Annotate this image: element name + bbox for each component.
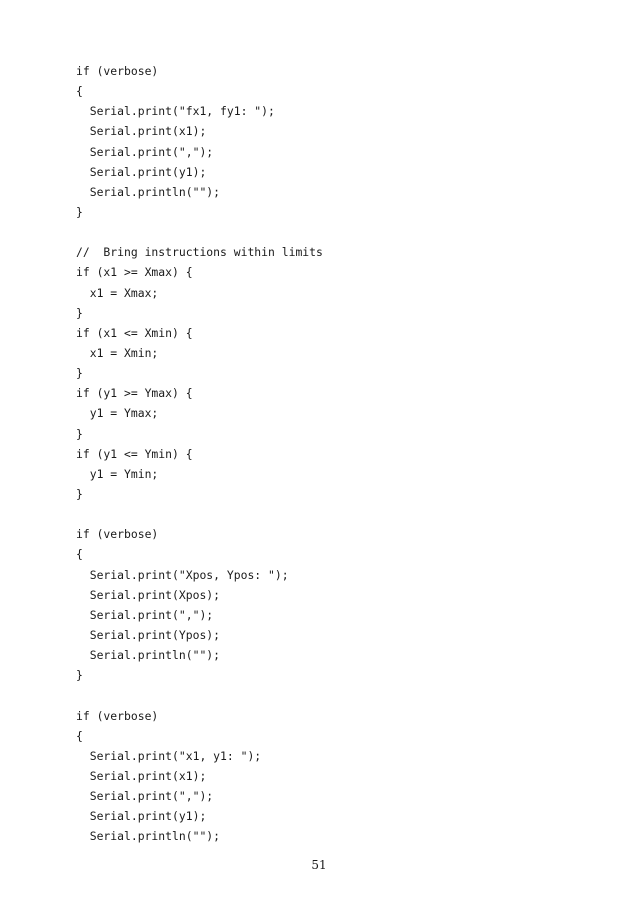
code-line: if (verbose) bbox=[76, 708, 159, 723]
code-line: if (x1 <= Xmin) { bbox=[76, 325, 193, 340]
code-line: if (y1 <= Ymin) { bbox=[76, 446, 193, 461]
code-line: x1 = Xmax; bbox=[76, 285, 159, 300]
code-listing bbox=[76, 61, 323, 846]
code-line: Serial.print(y1); bbox=[76, 164, 207, 179]
code-line: Serial.print(y1); bbox=[76, 809, 207, 824]
code-line bbox=[76, 504, 323, 524]
code-line: Serial.print(Ypos); bbox=[76, 627, 221, 642]
code-line: Serial.print(Xpos); bbox=[76, 587, 221, 602]
code-line: } bbox=[76, 486, 83, 501]
code-line: Serial.print(x1); bbox=[76, 768, 207, 783]
code-line: } bbox=[76, 668, 83, 683]
code-line: } bbox=[76, 204, 83, 219]
code-line: { bbox=[76, 84, 83, 99]
code-line: if (x1 >= Xmax) { bbox=[76, 265, 193, 280]
code-line: if (y1 >= Ymax) { bbox=[76, 386, 193, 401]
code-line: } bbox=[76, 305, 83, 320]
code-line: Serial.print("Xpos, Ypos: "); bbox=[76, 567, 289, 582]
code-line: y1 = Ymin; bbox=[76, 466, 159, 481]
code-line: { bbox=[76, 728, 83, 743]
code-line bbox=[76, 685, 323, 705]
code-line: Serial.print(","); bbox=[76, 607, 214, 622]
code-line: Serial.print(","); bbox=[76, 144, 214, 159]
code-line: x1 = Xmin; bbox=[76, 345, 159, 360]
code-line: } bbox=[76, 366, 83, 381]
code-line: y1 = Ymax; bbox=[76, 406, 159, 421]
code-line: Serial.println(""); bbox=[76, 648, 221, 663]
code-line: Serial.print(","); bbox=[76, 789, 214, 804]
code-line: // Bring instructions within limits bbox=[76, 245, 323, 260]
code-line: Serial.println(""); bbox=[76, 829, 221, 844]
code-line: Serial.print("x1, y1: "); bbox=[76, 748, 262, 763]
code-line: { bbox=[76, 547, 83, 562]
code-line bbox=[76, 222, 323, 242]
code-line: Serial.println(""); bbox=[76, 184, 221, 199]
code-line: } bbox=[76, 426, 83, 441]
code-line: if (verbose) bbox=[76, 64, 159, 78]
code-line: Serial.print("fx1, fy1: "); bbox=[76, 104, 275, 119]
page-number: 51 bbox=[311, 858, 327, 872]
code-line: if (verbose) bbox=[76, 527, 159, 542]
code-line: Serial.print(x1); bbox=[76, 124, 207, 139]
